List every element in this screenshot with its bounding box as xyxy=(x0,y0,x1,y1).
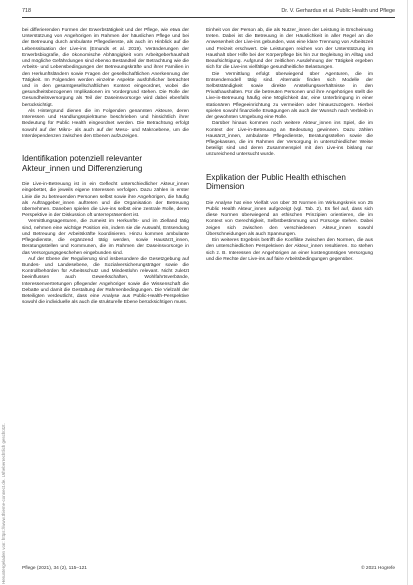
paragraph: Auf der Ebene der Regulierung sind insbesondere die Gesetzgebung auf Bundes- und Landesebene, die Sozialversicherungsträger sowie die Kontrollbehörden für Arbeitsschutz und Mindestlohn relevant. Nicht zuletzt beeinflussen auch Gewerkschaften, Wohlfahrtsverbände, Interessenvertretungen pflegender Angehöriger sowie die Wissenschaft die Debatte und damit die Gestaltung der Rahmenbedingungen. Die Vielzahl der Beteiligten verdeutlicht, dass eine Analyse aus Public-Health-Perspektive sowohl die individuelle als auch die strukturelle Ebene berücksichtigen muss. xyxy=(22,256,189,306)
running-title: Dr. V. Gerhardus et al. Public Health und Pflege xyxy=(281,8,395,14)
paragraph: Einheit von der Person ab, die als Nutzer_innen der Leistung in Erscheinung treten. Dabei ist die Betreuung in der Häuslichkeit in aller Regel an die Anwesenheit der Live-ins gebunden, was eine klare Trennung von Arbeitszeit und Freizeit erschwert. Die Leistungen reichen von der Unterstützung im Haushalt über Hilfe bei der Körperpflege bis hin zur Begleitung im Alltag und Beaufsichtigung. Aufgrund der zeitlichen Ausdehnung der Tätigkeit ergeben sich für die Live-ins vielfältige gesundheitliche Belastungen. xyxy=(206,28,373,71)
journal-citation: Pflege (2021), 34 (2), 115–121 xyxy=(22,566,87,571)
left-column xyxy=(22,28,189,307)
page-footer xyxy=(22,566,395,576)
section-heading: Identifikation potenziell relevanter Akteur_innen und Differenzierung xyxy=(22,153,143,173)
paragraph: Die Analyse hat eine Vielfalt von über 30 Normen im Wirkungskreis von 25 Public Health Akteur_innen aufgezeigt (vgl. Tab. 2). Es fiel auf, dass sich diese Normen überwiegend an ethischen Prinzipien orientieren, die im Kontext von Gerechtigkeit, Selbstbestimmung und Fürsorge stehen. Dabei zeigen sich zwischen den verschiedenen Akteur_innen sowohl Überschneidungen als auch Spannungen. xyxy=(206,200,373,237)
paragraph: Die Vermittlung erfolgt überwiegend über Agenturen, die im Entsendemodell tätig sind. Alternativ finden sich Modelle der Selbstständigkeit sowie direkte Anstellungsverhältnisse in den Privathaushalten. Für die betreuten Personen und ihre Angehörigen stellt die Live-in-Betreuung häufig eine Möglichkeit dar, eine Unterbringung in einer stationären Pflegeeinrichtung zu vermeiden oder hinauszuzögern. Hierbei spielen sowohl finanzielle Erwägungen als auch der Wunsch nach Verbleib in der gewohnten Umgebung eine Rolle. xyxy=(206,71,373,121)
page-edge-line xyxy=(407,0,411,585)
page-header xyxy=(22,6,395,18)
paragraph: bei differierenden Formen der Erwerbstätigkeit und der Pflege, wie etwa der Unterstützung von Angehörigen im Rahmen der häuslichen Pflege und bei der Betreuung durch ambulante Pflegedienste, als auch im Hinblick auf die Lebenssituation der Live-ins (Emunds et al. 2019). Veränderungen der Erwerbsbiografie, die ökonomische Abhängigkeit vom Arbeitgeberhaushalt und mögliche Gefährdungen sind ebenso Bestandteil der Betrachtung wie die Arbeits- und Lebensbedingungen der Betreuungskräfte und ihrer Familien in den Herkunftsländern sowie Fragen der gesellschaftlichen Anerkennung der Tätigkeit. Im Folgenden werden einzelne Aspekte ausführlicher betrachtet und in den gesamtgesellschaftlichen Kontext eingeordnet, wobei die gesundheitsbezogenen Implikationen im Vordergrund stehen. Die Rolle der Gesundheitsversorgung als Teil der Daseinsvorsorge wird dabei ebenfalls berücksichtigt. xyxy=(22,28,189,108)
paragraph: Darüber hinaus kommen noch weitere Akteur_innen ins Spiel, die im Kontext der Live-in-Betreuung an Bedeutung gewinnen. Dazu zählen Hausärzt_innen, ambulante Pflegedienste, Beratungsstellen sowie die Pflegekassen, die im Rahmen der Versorgung in unterschiedlicher Weise beteiligt sind und deren Zusammenspiel mit den Live-ins bislang nur unzureichend untersucht wurde. xyxy=(206,121,373,158)
paragraph: Die Live-in-Betreuung ist in ein Geflecht unterschiedlicher Akteur_innen eingebettet, die jeweils eigene Interessen verfolgen. Dazu zählen in erster Linie die zu betreuenden Personen selbst sowie ihre Angehörigen, die häufig als Auftraggeber_innen auftreten und die Organisation der Betreuung übernehmen. Daneben spielen die Live-ins selbst eine zentrale Rolle, deren Perspektive in der Diskussion oft unterrepräsentiert ist. xyxy=(22,182,189,219)
right-column xyxy=(206,28,373,263)
section-heading: Explikation der Public Health ethischen Dimension xyxy=(206,172,346,192)
paragraph: Ein weiteres Ergebnis betrifft die Konflikte zwischen den Normen, die aus den unterschiedlichen Perspektiven der Akteur_innen resultieren. So stehen sich z. B. Interessen der Angehörigen an einer kostengünstigen Versorgung und die Rechte der Live-ins auf faire Arbeitsbedingungen gegenüber. xyxy=(206,238,373,262)
side-download-notice xyxy=(0,0,10,585)
page-number: 718 xyxy=(22,8,31,14)
paragraph: Vermittlungsagenturen, die zumeist im Herkunfts- und im Zielland tätig sind, nehmen eine wichtige Position ein, indem sie die Auswahl, Entsendung und Betreuung der Arbeitskräfte koordinieren. Hinzu kommen ambulante Pflegedienste, die ergänzend tätig werden, sowie Hausärzt_innen, Beratungsstellen und Kommunen, die im Rahmen der Daseinsvorsorge in das Versorgungsgeschehen eingebunden sind. xyxy=(22,219,189,256)
paragraph: Als Hintergrund dienen die im Folgenden genannten Akteure, deren Interessen und Handlungsspielräume beschrieben und hinsichtlich ihrer Bedeutung für Public Health eingeordnet werden. Die Betrachtung erfolgt sowohl auf der Mikro- als auch auf der Meso- und Makroebene, um die Interdependenzen zwischen den Ebenen aufzuzeigen. xyxy=(22,108,189,139)
side-download-text: Heruntergeladen von: https://www.thieme-connect.de. Urheberrechtlich geschützt. xyxy=(1,423,6,584)
copyright-notice: © 2021 Hogrefe xyxy=(361,566,395,571)
